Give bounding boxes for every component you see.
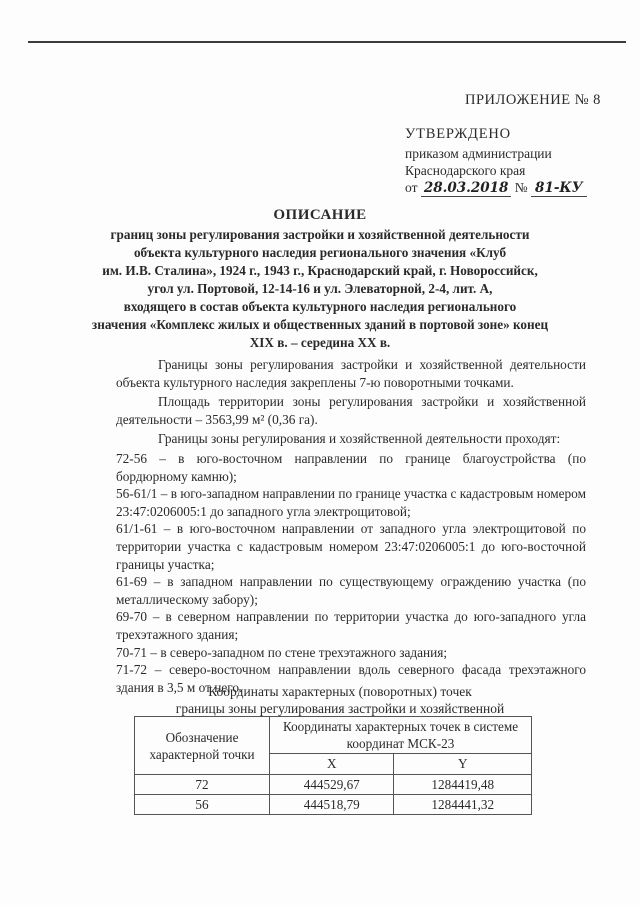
document-body: [116, 356, 586, 696]
top-divider: [28, 41, 626, 43]
from-label: от: [405, 180, 418, 195]
number-label: №: [514, 180, 528, 195]
x-column-header: X: [270, 754, 394, 775]
paragraph-boundaries: Границы зоны регулирования и хозяйственной деятельности проходят:: [158, 431, 561, 447]
handwritten-date: 28.03.2018: [421, 181, 512, 197]
table-caption: [150, 684, 530, 717]
approval-block: [405, 126, 587, 197]
boundary-segment: 71-72 – северо-восточном направлении вдоль северного фасада трехэтажного здания в 3,5 м от него.: [116, 662, 586, 695]
heading-line: значения «Комплекс жилых и общественных зданий в портовой зоне» конец: [91, 317, 549, 332]
table-caption-line-1: Координаты характерных (поворотных) точек: [208, 684, 472, 699]
boundary-segment: 61-69 – в западном направлении по существующему ограждению участка (по металлическому забору);: [116, 574, 586, 607]
heading-line: XIX в. – середина XX в.: [249, 335, 391, 350]
boundary-segment: 69-70 – в северном направлении по территории участка до юго-западного угла трехэтажного здания;: [116, 609, 586, 642]
x-cell: 444518,79: [270, 795, 394, 815]
point-column-header: Обозначение характерной точки: [135, 717, 270, 775]
point-cell: 72: [135, 775, 270, 795]
heading-line: им. И.В. Сталина», 1924 г., 1943 г., Краснодарский край, г. Новороссийск,: [102, 263, 538, 278]
boundary-segment: 61/1-61 – в юго-восточном направлении от западного угла электрощитовой по территории участка с кадастровым номером 23:47:0206005:1 до юго-восточной границы участка;: [116, 521, 586, 572]
y-column-header: Y: [394, 754, 532, 775]
paragraph-area: Площадь территории зоны регулирования застройки и хозяйственной деятельности – 3563,99 м² (0,36 га).: [116, 394, 586, 427]
coordinates-group-header: Координаты характерных точек в системе координат МСК-23: [270, 717, 532, 754]
coordinates-table: [134, 716, 532, 815]
y-cell: 1284441,32: [394, 795, 532, 815]
handwritten-number: 81-КУ: [531, 181, 587, 197]
boundary-segment: 70-71 – в северо-западном по стене трехэтажного задания;: [116, 644, 448, 660]
approval-line-2: Краснодарского края: [405, 163, 526, 178]
point-cell: 56: [135, 795, 270, 815]
approval-line-1: приказом администрации: [405, 146, 552, 161]
heading-line: входящего в состав объекта культурного наследия регионального: [123, 299, 517, 314]
heading-line: объекта культурного наследия регионального значения «Клуб: [133, 245, 507, 260]
table-row: [135, 795, 532, 815]
appendix-label: ПРИЛОЖЕНИЕ № 8: [465, 92, 601, 108]
x-cell: 444529,67: [270, 775, 394, 795]
heading-line: границ зоны регулирования застройки и хозяйственной деятельности: [110, 227, 530, 242]
heading-line: угол ул. Портовой, 12-14-16 и ул. Элеваторной, 2-4, лит. А,: [147, 281, 493, 296]
table-caption-line-2: границы зоны регулирования застройки и хозяйственной: [175, 700, 505, 716]
boundary-segment: 72-56 – в юго-восточном направлении по границе благоустройства (по бордюрному камню);: [116, 450, 586, 484]
approval-title: УТВЕРЖДЕНО: [405, 126, 511, 142]
paragraph-points: Границы зоны регулирования застройки и хозяйственной деятельности объекта культурного наследия закреплены 7-ю поворотными точками.: [116, 357, 586, 390]
document-title: ОПИСАНИЕ: [273, 207, 367, 223]
document-heading: [80, 207, 560, 352]
approval-date-line: [405, 179, 587, 197]
boundary-segment: 56-61/1 – в юго-западном направлении по границе участка с кадастровым номером 23:47:0206005:1 до западного угла электрощитовой;: [116, 486, 586, 519]
y-cell: 1284419,48: [394, 775, 532, 795]
table-row: [135, 775, 532, 795]
